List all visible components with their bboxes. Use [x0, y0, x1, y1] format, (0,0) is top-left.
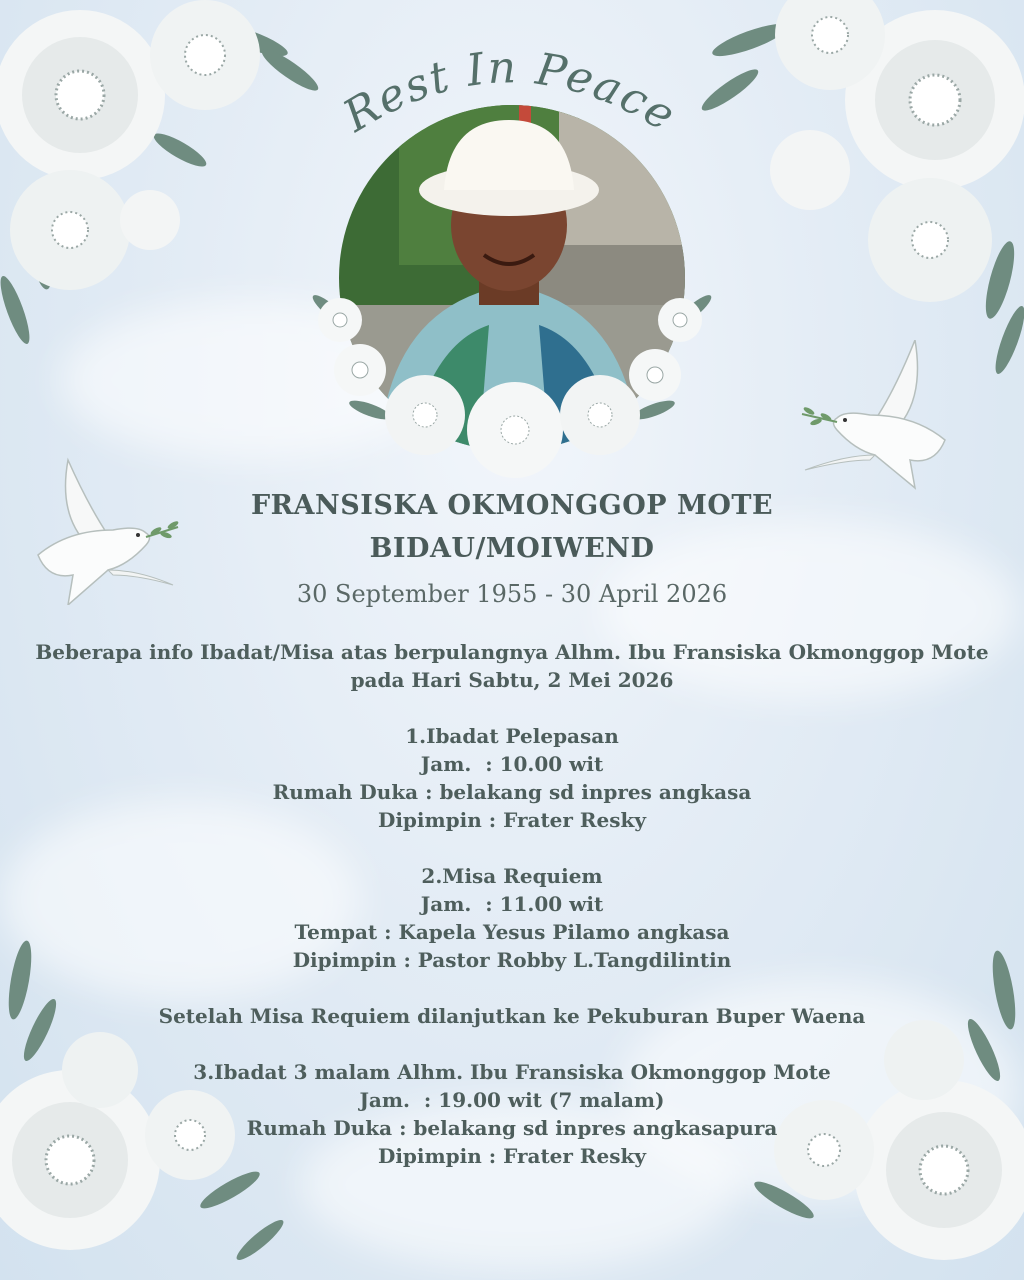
flower-icon: [658, 298, 702, 342]
svg-text:Rest In Peace: Rest In Peace: [334, 42, 686, 143]
flower-cluster-top-right: [700, 0, 1024, 380]
event-time: Jam. : 10.00 wit: [420, 752, 604, 776]
flower-icon: [629, 349, 681, 401]
announcement: [0, 638, 1024, 1170]
flower-icon: [560, 375, 640, 455]
intro-line: pada Hari Sabtu, 2 Mei 2026: [350, 668, 674, 692]
flower-icon: [385, 375, 465, 455]
flower-icon: [467, 382, 563, 478]
flower-icon: [334, 344, 386, 396]
event-place: Rumah Duka : belakang sd inpres angkasa: [272, 780, 752, 804]
event-title: 2.Misa Requiem: [421, 864, 603, 888]
event-place: Rumah Duka : belakang sd inpres angkasapura: [246, 1116, 778, 1140]
event-time: Jam. : 19.00 wit (7 malam): [359, 1088, 665, 1112]
burial-note: Setelah Misa Requiem dilanjutkan ke Pekuburan Buper Waena: [158, 1004, 866, 1028]
event-title: 1.Ibadat Pelepasan: [405, 724, 619, 748]
flower-icon: [868, 178, 992, 302]
portrait-wreath: [310, 240, 714, 490]
flower-icon: [318, 298, 362, 342]
dove-icon-right: [800, 340, 950, 490]
olive-branch-icon: [802, 406, 837, 427]
flower-icon: [150, 0, 260, 110]
event-time: Jam. : 11.00 wit: [420, 892, 604, 916]
life-dates: 30 September 1955 - 30 April 2026: [296, 580, 728, 608]
event-title: 3.Ibadat 3 malam Alhm. Ibu Fransiska Okmonggop Mote: [193, 1060, 831, 1084]
event-leader: Dipimpin : Frater Resky: [377, 808, 646, 832]
flower-cluster-top-left: [0, 0, 320, 380]
flower-icon: [120, 190, 180, 250]
flower-icon: [10, 170, 130, 290]
flower-icon: [0, 10, 165, 180]
flower-icon: [770, 130, 850, 210]
event-leader: Dipimpin : Pastor Robby L.Tangdilintin: [292, 948, 732, 972]
event-leader: Dipimpin : Frater Resky: [377, 1144, 646, 1168]
deceased-name: FRANSISKA OKMONGGOP MOTE: [250, 490, 774, 521]
event-place: Tempat : Kapela Yesus Pilamo angkasa: [294, 920, 730, 944]
family-name: BIDAU/MOIWEND: [369, 533, 655, 564]
intro-line: Beberapa info Ibadat/Misa atas berpulangnya Alhm. Ibu Fransiska Okmonggop Mote: [35, 640, 989, 664]
